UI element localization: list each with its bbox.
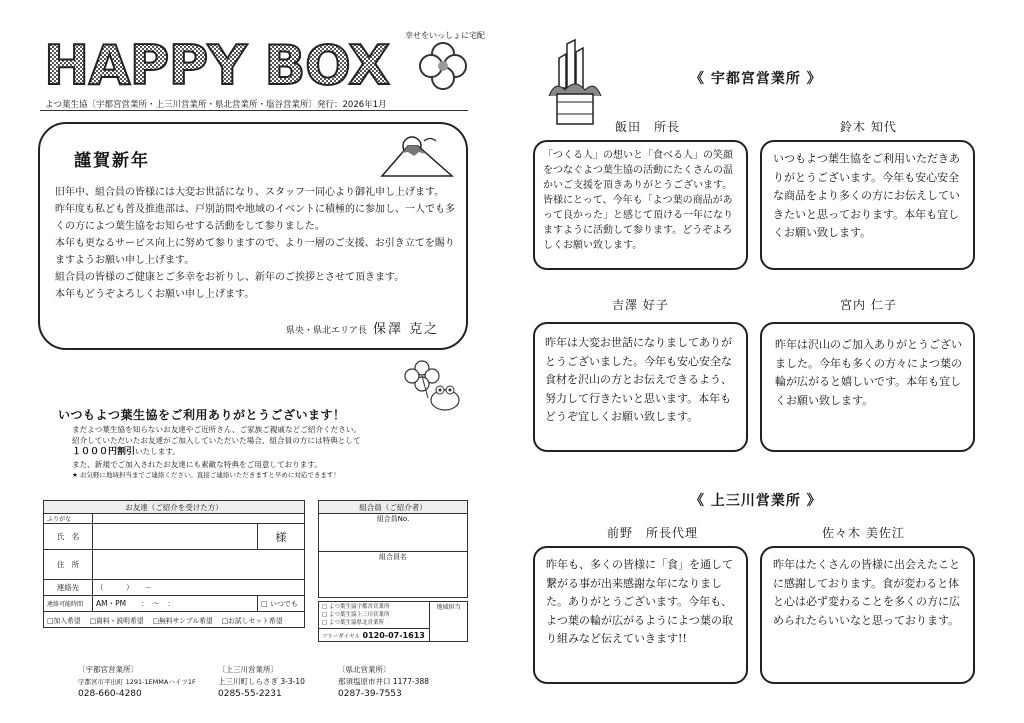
freedial-label: フリーダイヤル [322,633,361,640]
publisher-line: よつ葉生協〔宇都宮営業所・上三川営業所・県北営業所・塩谷営業所〕発行：2026年1月 [45,100,387,110]
greeting-paragraph: 本年も更なるサービス向上に努めて参りますので、より一層のご支援、お引き立てを賜りますようお願い申し上げます。 [55,238,455,266]
address-label: 住 所 [44,550,93,580]
name-field[interactable] [93,524,258,550]
referral-line: 紹介していただいたお友達がご加入していただいた場合、組合員の方には特典として [72,436,361,446]
member-no-field[interactable] [319,514,468,552]
staff-name: 宮内 仁子 [840,298,897,312]
anytime-checkbox[interactable]: □ いつでも [258,596,305,612]
office-addr: 那須塩原市井口 1177-388 [338,677,429,686]
staff-message: 昨年はたくさんの皆様に出会えたことに感謝しております。食が変わると体と心は必ず変わることを多くの方に広められたらいいなと思っております。 [773,558,960,627]
mount-fuji-icon [380,132,455,177]
section-title-utsunomiya: 《 宇都宮営業所 》 [690,71,822,87]
area-rep-label: 地域担当 [430,602,468,642]
signature-role: 県央・県北エリア長 [286,326,368,336]
greeting-paragraph: 旧年中、組合員の皆様には大変お世話になり、スタッフ一同心より御礼申し上げます。 [55,187,445,198]
section-title-kaminokawa: 《 上三川営業所 》 [690,493,822,509]
signature-name: 保澤 克之 [373,322,440,337]
flower-icon [420,43,466,89]
furigana-field[interactable] [93,514,305,524]
member-no-label: 組合員No. [376,515,410,523]
staff-message: 昨年も、多くの皆様に「食」を通して繋がる事が出来感謝な年になりました。ありがとうございます。今年も、よつ葉の輪が広がるようによつ葉の取り組みなど伝えていきます!! [546,558,733,645]
referral-line [72,446,472,458]
member-form [318,500,468,598]
option-info[interactable]: □資料・説明希望 [89,616,144,625]
staff-name: 佐々木 美佐江 [822,526,905,540]
greeting-signature [286,318,439,337]
kadomatsu-icon [545,38,605,128]
office-tel: 028-660-4280 [78,689,142,699]
office-address-utsunomiya [78,664,196,700]
office-option[interactable]: □ よつ葉生協県北営業所 [322,620,384,626]
referral-heading: いつもよつ葉生協をご利用ありがとうございます！ [58,408,346,422]
staff-message: いつもよつ葉生協をご利用いただきありがとうございます。今年も安心安全な商品をより多くの方にお伝えしていきたいと思っております。本年も宜しくお願い致します。 [773,152,960,239]
greeting-paragraph: 昨年度も私ども普及推進部は、戸別訪問や地域のイベントに積極的に参加し、一人でも多くの方によつ葉生協をお知らせする活動をして参りました。 [55,204,455,232]
staff-name: 飯田 所長 [615,120,681,134]
tagline: 幸せをいっしょに宅配 [405,31,485,40]
time-label: 連絡可能時間 [44,596,93,612]
friend-form [43,500,305,628]
staff-name: 吉澤 好子 [612,298,669,312]
freedial-number: 0120-07-1613 [362,630,425,640]
office-option[interactable]: □ よつ葉生協宇都宮営業所 [322,604,390,610]
office-address-kenpoku [338,664,429,700]
option-trial[interactable]: □お試しセット希望 [221,616,283,625]
office-tel: 0287-39-7553 [338,689,402,699]
time-field[interactable]: AM・PM ： ～ ： [93,596,258,612]
office-form [318,601,468,642]
staff-name: 鈴木 知代 [840,120,897,134]
frog-clover-icon [400,358,470,418]
member-name-label: 組合員名 [379,553,407,561]
referral-body [72,424,472,481]
contact-field[interactable]: （ ） － [93,580,305,596]
header-divider [40,110,468,111]
address-field[interactable] [93,550,305,580]
option-sample[interactable]: □無料サンプル希望 [152,616,213,625]
furigana-label: ふりがな [44,514,93,524]
svg-text:HAPPY BOX: HAPPY BOX [44,36,394,94]
member-form-header: 組合員（ご紹介者） [319,501,468,514]
staff-name: 前野 所長代理 [607,526,699,540]
office-name: 〔県北営業所〕 [338,665,391,674]
contact-label: 連絡先 [44,580,93,596]
office-addr: 宇都宮市平出町 1291-1EMMAハイツ1F [78,678,196,686]
referral-text: いたします。 [135,447,180,457]
option-join[interactable]: □加入希望 [47,616,81,625]
member-name-field[interactable] [319,552,468,598]
office-option[interactable]: □ よつ葉生協上三川営業所 [322,612,390,618]
greeting-body [55,184,457,303]
office-name: 〔上三川営業所〕 [218,665,278,674]
discount-amount: １０００円割引 [72,447,136,458]
greeting-paragraph: 組合員の皆様のご健康とご多幸をお祈りし、新年のご挨拶とさせて頂きます。 [55,272,405,283]
referral-line: また、新規でご加入されたお友達にも素敵な特典をご用意しております。 [72,459,322,469]
office-name: 〔宇都宮営業所〕 [78,665,138,674]
office-tel: 0285-55-2231 [218,689,282,699]
referral-note: ★ お気軽に地域担当までご連絡ください。直接ご連絡いただきますと早めに対応できます！ [72,470,340,479]
staff-message: 昨年は大変お世話になりましてありがとうございました。今年も安心安全な食材を沢山の方とお伝えできるよう、努力して行きたいと思います。本年もどうぞ宜しくお願い致します。 [545,336,732,423]
staff-message: 「つくる人」の想いと「食べる人」の笑顔をつなぐよつ葉生協の活動にたくさんの温かいご支援を頂きありがとうございます。皆様にとって、今年も「よつ葉の商品があって良かった」と感じて頂ける一年になりますように活動して参ります。どうぞよろしくお願い致します。 [543,150,733,251]
sama-label: 様 [258,524,305,550]
greeting-paragraph: 本年もどうぞよろしくお願い申し上げます。 [55,289,255,300]
referral-line: まだよつ葉生協を知らないお友達やご近所さん、ご家族ご親戚などご紹介ください。 [72,425,362,434]
greeting-title: 謹賀新年 [74,151,150,171]
office-address-kaminokawa [218,664,305,700]
name-label: 氏 名 [44,524,93,550]
staff-message: 昨年は沢山のご加入ありがとうございました。今年も多くの方々によつ葉の輪が広がると嬉しいです。本年も宜しくお願い致します。 [775,338,962,407]
office-addr: 上三川町しらさぎ 3-3-10 [218,677,305,686]
happy-box-logo [38,36,478,94]
friend-form-header: お友達（ご紹介を受けた方） [44,501,305,514]
